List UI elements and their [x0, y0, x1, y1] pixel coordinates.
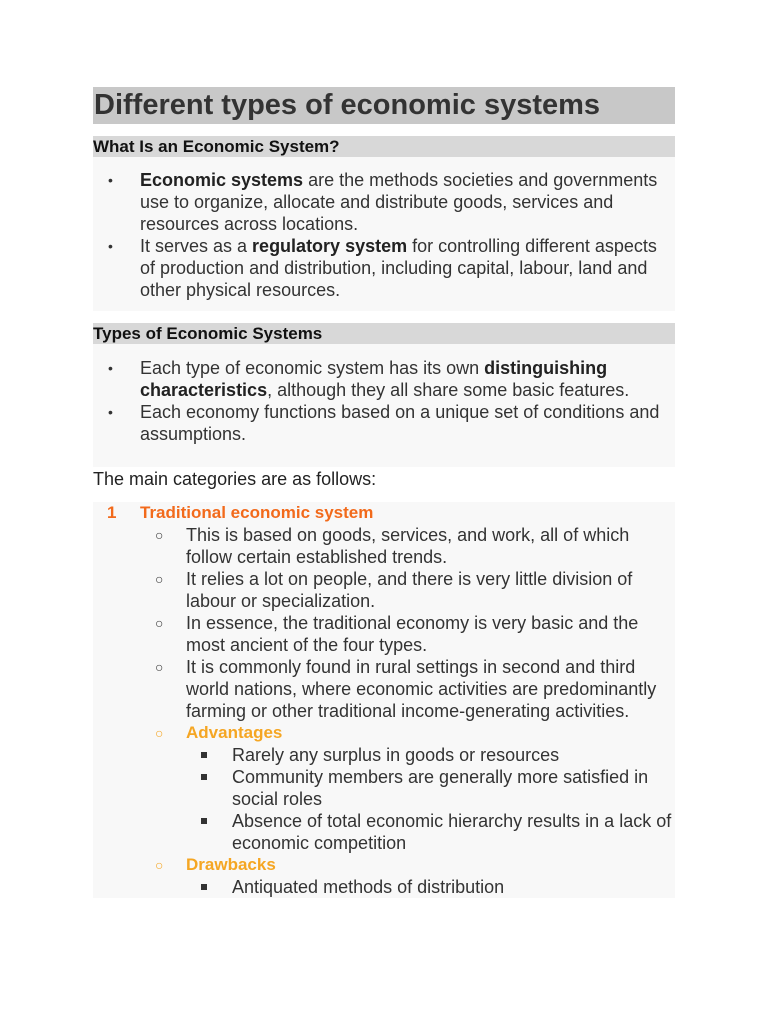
list-item-text: This is based on goods, services, and work, all of which follow certain established trends. — [186, 525, 630, 567]
bold-term: distinguishing characteristics — [140, 358, 608, 400]
circle-bullet-icon: ○ — [155, 527, 164, 543]
circle-bullet-icon: ○ — [155, 615, 164, 631]
bullet-list — [93, 169, 675, 301]
list-item-text: Community members are generally more satisfied in social roles — [232, 767, 649, 809]
circle-bullet-icon: ○ — [155, 857, 164, 873]
advantages-label: Advantages — [186, 723, 283, 742]
section-heading-what-is: What Is an Economic System? — [93, 136, 675, 157]
list-item-text: Absence of total economic hierarchy results in a lack of economic competition — [232, 811, 672, 853]
spacer — [93, 311, 675, 323]
list-item — [93, 235, 675, 301]
list-item-text: In essence, the traditional economy is very basic and the most ancient of the four types. — [186, 613, 639, 655]
list-item-text: It serves as a — [140, 236, 253, 256]
section-what-is-body — [93, 157, 675, 311]
list-item-text: Each type of economic system has its own — [140, 358, 485, 378]
intro-text: The main categories are as follows: — [93, 469, 377, 489]
bullet-icon: • — [108, 360, 113, 376]
category-label: Traditional economic system — [140, 503, 374, 522]
list-item-text: for controlling different aspects of production and distribution, including capital, labour, land and other physical resources. — [140, 236, 657, 300]
list-item-text: Antiquated methods of distribution — [232, 877, 505, 897]
document-page — [93, 87, 675, 898]
square-bullet-icon — [201, 774, 207, 780]
circle-bullet-icon: ○ — [155, 725, 164, 741]
section-types-body — [93, 344, 675, 467]
category-heading — [93, 502, 675, 524]
list-item-text: Each economy functions based on a unique set of conditions and assumptions. — [140, 402, 660, 444]
list-item-text: Rarely any surplus in goods or resources — [232, 745, 560, 765]
list-item — [93, 656, 675, 722]
circle-bullet-icon: ○ — [155, 659, 164, 675]
list-item — [93, 612, 675, 656]
list-item-text: , although they all share some basic features. — [267, 380, 630, 400]
list-item-text: It relies a lot on people, and there is very little division of labour or specialization. — [186, 569, 633, 611]
list-item — [93, 401, 675, 445]
category-number: 1 — [107, 503, 117, 522]
bullet-icon: • — [108, 172, 113, 188]
drawbacks-heading — [93, 854, 675, 876]
bullet-icon: • — [108, 404, 113, 420]
bold-term: Economic systems — [140, 170, 304, 190]
list-item-text: It is commonly found in rural settings in second and third world nations, where economic activities are predominantly farming or other traditional income-generating activities. — [186, 657, 657, 721]
list-item — [93, 876, 675, 898]
page-title: Different types of economic systems — [93, 87, 675, 124]
square-bullet-icon — [201, 818, 207, 824]
list-item — [93, 766, 675, 810]
category-block — [93, 502, 675, 898]
circle-bullet-icon: ○ — [155, 571, 164, 587]
list-item — [93, 744, 675, 766]
list-item-text: are the methods societies and governments use to organize, allocate and distribute goods, services and resources across locations. — [140, 170, 658, 234]
bold-term: regulatory system — [252, 236, 408, 256]
section-heading-types: Types of Economic Systems — [93, 323, 675, 344]
square-bullet-icon — [201, 884, 207, 890]
list-item — [93, 524, 675, 568]
square-bullet-icon — [201, 752, 207, 758]
list-item — [93, 568, 675, 612]
list-item — [93, 357, 675, 401]
list-item — [93, 810, 675, 854]
drawbacks-label: Drawbacks — [186, 855, 276, 874]
list-item — [93, 169, 675, 235]
bullet-list — [93, 357, 675, 445]
bullet-icon: • — [108, 238, 113, 254]
advantages-heading — [93, 722, 675, 744]
